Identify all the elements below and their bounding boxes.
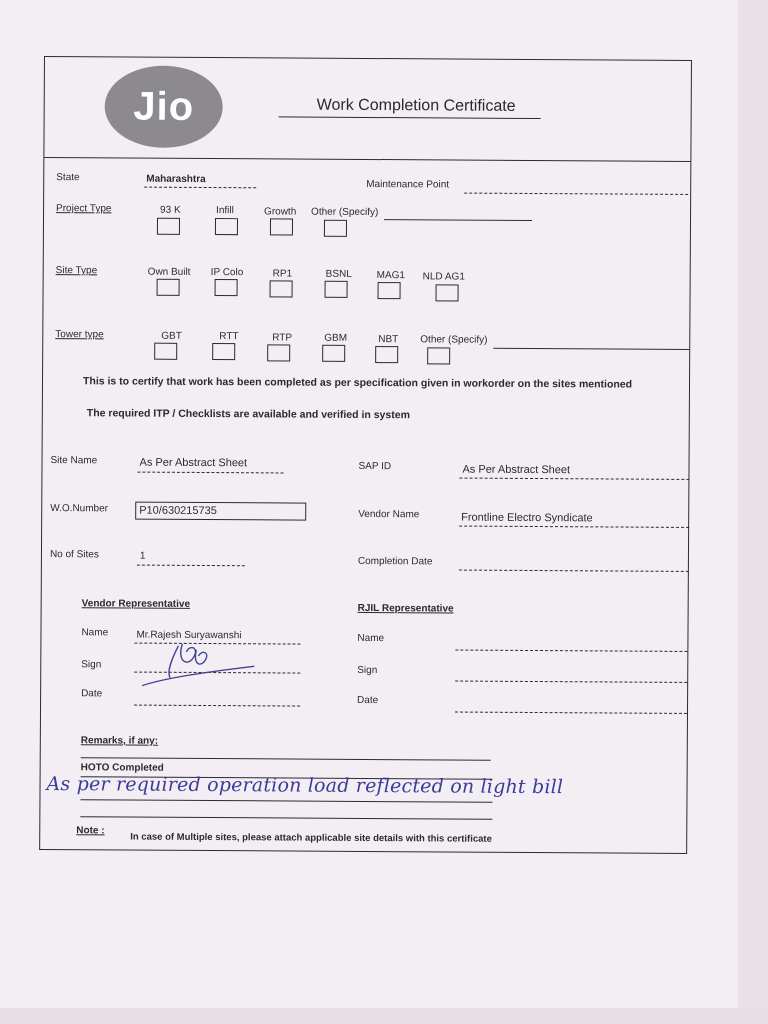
certify-line-2: The required ITP / Checklists are available and verified in system <box>86 407 410 422</box>
remarks-label: Remarks, if any: <box>80 735 159 747</box>
rjil-rep-date-line <box>455 712 687 714</box>
no-of-sites-value: 1 <box>139 550 146 562</box>
header-divider <box>44 157 690 162</box>
remarks-line-1 <box>81 757 491 761</box>
site-type-option-own-built: Own Built <box>147 266 191 278</box>
no-of-sites-label: No of Sites <box>49 549 99 561</box>
vendor-rep-date-line <box>134 705 300 707</box>
project-type-option-infill: Infill <box>216 205 234 217</box>
site-name-line <box>137 472 283 474</box>
page-title: Work Completion Certificate <box>316 96 516 115</box>
tower-type-other-checkbox[interactable] <box>427 347 450 364</box>
site-type-bsnl-checkbox[interactable] <box>325 281 348 298</box>
vendor-rep-sign-label: Sign <box>81 659 102 671</box>
tower-type-gbt-checkbox[interactable] <box>154 343 177 360</box>
logo-text: Jio <box>133 84 195 129</box>
certificate-form <box>39 56 692 854</box>
vendor-rep-heading: Vendor Representative <box>81 598 191 610</box>
maintenance-point-label: Maintenance Point <box>366 178 450 191</box>
note-text: In case of Multiple sites, please attach applicable site details with this certificate <box>130 831 492 845</box>
state-line <box>144 187 256 189</box>
rjil-rep-date-label: Date <box>357 694 379 707</box>
site-name-label: Site Name <box>50 455 98 467</box>
tower-type-gbm-checkbox[interactable] <box>322 345 345 362</box>
tower-type-nbt-checkbox[interactable] <box>375 346 398 363</box>
project-type-option-growth: Growth <box>264 206 297 218</box>
project-type-option-93k: 93 K <box>160 204 181 216</box>
tower-type-label: Tower type <box>55 329 104 341</box>
project-type-other-checkbox[interactable] <box>324 220 347 237</box>
remarks-line-4 <box>80 816 492 820</box>
vendor-rep-name-label: Name <box>81 627 109 639</box>
rjil-rep-sign-label: Sign <box>357 664 378 677</box>
wo-number-field[interactable]: P10/630215735 <box>135 502 306 521</box>
certify-line-1: This is to certify that work has been completed as per specification given in workorder on the sites mentioned <box>82 375 633 391</box>
project-type-other-line <box>384 219 532 221</box>
tower-type-rtp-checkbox[interactable] <box>267 344 290 361</box>
rjil-rep-sign-line <box>455 681 687 683</box>
maintenance-point-line <box>464 193 688 195</box>
sap-id-value: As Per Abstract Sheet <box>462 463 571 477</box>
tower-type-other-line <box>493 348 689 350</box>
vendor-name-line <box>459 526 689 528</box>
sap-id-line <box>459 478 689 480</box>
title-underline <box>279 116 541 119</box>
note-label: Note : <box>76 825 105 837</box>
project-type-label: Project Type <box>56 203 112 215</box>
tower-type-option-other: Other (Specify) <box>420 334 488 346</box>
vendor-rep-name-value: Mr.Rajesh Suryawanshi <box>136 629 242 642</box>
paper-bottom-edge <box>0 1008 768 1024</box>
site-type-option-nld-ag1: NLD AG1 <box>422 271 465 283</box>
tower-type-option-gbm: GBM <box>324 332 348 344</box>
remarks-printed-text: HOTO Completed <box>80 762 164 774</box>
state-value: Maharashtra <box>146 173 206 185</box>
rjil-rep-name-label: Name <box>357 632 385 645</box>
tower-type-option-rtp: RTP <box>272 332 293 344</box>
site-type-ip-colo-checkbox[interactable] <box>215 279 238 296</box>
rjil-rep-heading: RJIL Representative <box>357 602 454 615</box>
site-type-mag1-checkbox[interactable] <box>378 282 401 299</box>
site-type-option-rp1: RP1 <box>272 268 293 280</box>
project-type-option-other: Other (Specify) <box>311 206 379 219</box>
paper-edge <box>738 0 768 1024</box>
remarks-line-3 <box>80 799 492 803</box>
project-type-growth-checkbox[interactable] <box>270 218 293 235</box>
project-type-infill-checkbox[interactable] <box>215 218 238 235</box>
site-type-option-ip-colo: IP Colo <box>210 267 244 279</box>
vendor-name-value: Frontline Electro Syndicate <box>461 511 593 525</box>
tower-type-rtt-checkbox[interactable] <box>212 343 235 360</box>
completion-date-label: Completion Date <box>357 555 433 568</box>
site-type-option-mag1: MAG1 <box>376 270 406 282</box>
rjil-rep-name-line <box>455 650 687 652</box>
no-of-sites-line <box>137 565 245 567</box>
vendor-signature <box>136 638 261 691</box>
state-label: State <box>56 172 80 184</box>
sap-id-label: SAP ID <box>358 460 392 473</box>
remarks-handwritten-text: As per required operation load reflected on light bill <box>46 773 564 799</box>
site-type-rp1-checkbox[interactable] <box>270 280 293 297</box>
wo-number-label: W.O.Number <box>50 503 109 515</box>
site-name-value: As Per Abstract Sheet <box>139 456 248 470</box>
site-type-label: Site Type <box>55 265 98 277</box>
project-type-93k-checkbox[interactable] <box>157 218 180 235</box>
tower-type-option-rtt: RTT <box>219 331 239 343</box>
jio-logo <box>104 65 222 148</box>
tower-type-option-nbt: NBT <box>378 334 399 346</box>
vendor-rep-date-label: Date <box>81 688 103 700</box>
site-type-own-built-checkbox[interactable] <box>157 279 180 296</box>
site-type-option-bsnl: BSNL <box>325 268 352 280</box>
tower-type-option-gbt: GBT <box>161 330 182 342</box>
site-type-nld-ag1-checkbox[interactable] <box>436 284 459 301</box>
vendor-name-label: Vendor Name <box>358 508 420 521</box>
completion-date-line <box>459 570 689 572</box>
